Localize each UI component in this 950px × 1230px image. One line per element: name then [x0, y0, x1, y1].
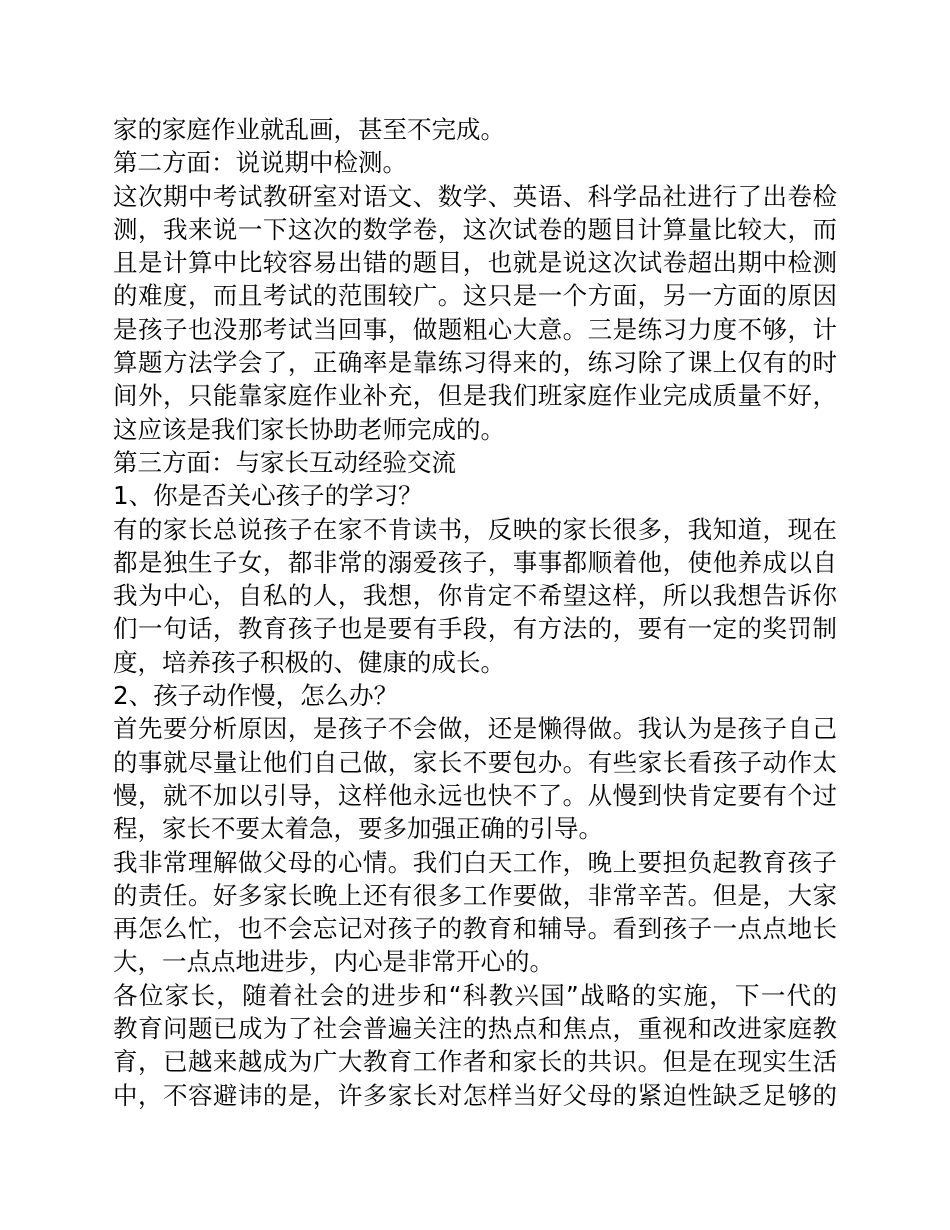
text-line: 测，我来说一下这次的数学卷，这次试卷的题目计算量比较大，而: [113, 214, 837, 244]
text-line: 算题方法学会了，正确率是靠练习得来的，练习除了课上仅有的时: [113, 348, 837, 378]
text-line: 间外，只能靠家庭作业补充，但是我们班家庭作业完成质量不好，: [113, 381, 837, 411]
text-line: 2、孩子动作慢，怎么办？: [113, 681, 399, 711]
text-line: 都是独生子女，都非常的溺爱孩子，事事都顺着他，使他养成以自: [113, 547, 837, 577]
text-line: 这应该是我们家长协助老师完成的。: [113, 414, 505, 444]
text-line: 的难度，而且考试的范围较广。这只是一个方面，另一方面的原因: [113, 281, 837, 311]
text-line: 有的家长总说孩子在家不肯读书，反映的家长很多，我知道，现在: [113, 514, 837, 544]
text-line: 程，家长不要太着急，要多加强正确的引导。: [113, 814, 603, 844]
text-line: 的责任。好多家长晚上还有很多工作要做，非常辛苦。但是，大家: [113, 880, 837, 910]
text-line: 育，已越来越成为广大教育工作者和家长的共识。但是在现实生活: [113, 1047, 837, 1077]
text-line: 首先要分析原因，是孩子不会做，还是懒得做。我认为是孩子自己: [113, 714, 837, 744]
text-line: 第三方面：与家长互动经验交流: [113, 447, 456, 477]
text-line: 各位家长，随着社会的进步和“科教兴国”战略的实施，下一代的: [113, 980, 837, 1010]
text-line: 且是计算中比较容易出错的题目，也就是说这次试卷超出期中检测: [113, 248, 837, 278]
text-line: 教育问题已成为了社会普遍关注的热点和焦点，重视和改进家庭教: [113, 1014, 837, 1044]
text-line: 度，培养孩子积极的、健康的成长。: [113, 647, 505, 677]
document-page: [113, 113, 837, 1112]
text-line: 家的家庭作业就乱画，甚至不完成。: [113, 115, 505, 144]
text-line: 我为中心，自私的人，我想，你肯定不希望这样，所以我想告诉你: [113, 581, 837, 611]
text-line: 们一句话，教育孩子也是要有手段，有方法的，要有一定的奖罚制: [113, 614, 837, 644]
text-line: 我非常理解做父母的心情。我们白天工作，晚上要担负起教育孩子: [113, 847, 837, 877]
text-line: 1、你是否关心孩子的学习？: [113, 481, 423, 511]
text-line: 中，不容避讳的是，许多家长对怎样当好父母的紧迫性缺乏足够的: [113, 1080, 837, 1110]
text-line: 再怎么忙，也不会忘记对孩子的教育和辅导。看到孩子一点点地长: [113, 914, 837, 944]
text-line: 大，一点点地进步，内心是非常开心的。: [113, 947, 554, 977]
text-line: 慢，就不加以引导，这样他永远也快不了。从慢到快肯定要有个过: [113, 780, 837, 810]
text-line: 这次期中考试教研室对语文、数学、英语、科学品社进行了出卷检: [113, 181, 837, 211]
text-line: 第二方面：说说期中检测。: [113, 148, 407, 178]
text-line: 是孩子也没那考试当回事，做题粗心大意。三是练习力度不够，计: [113, 314, 837, 344]
text-line: 的事就尽量让他们自己做，家长不要包办。有些家长看孩子动作太: [113, 747, 837, 777]
